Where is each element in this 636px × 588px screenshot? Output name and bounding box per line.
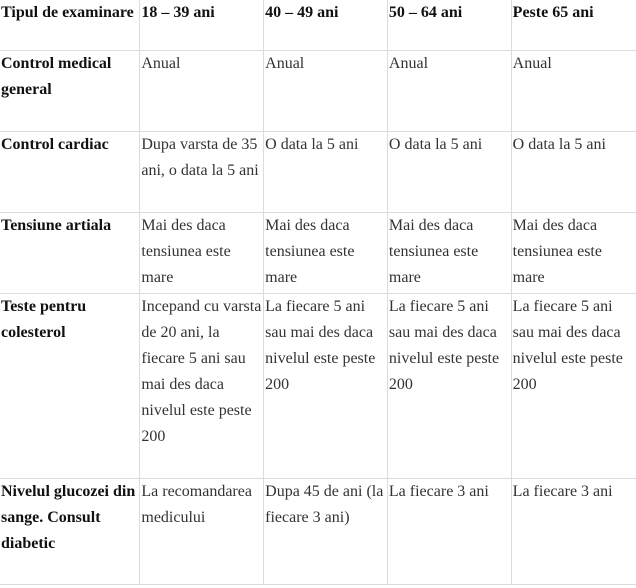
table-cell: Dupa varsta de 35 ani, o data la 5 ani bbox=[140, 132, 264, 213]
table-cell: Anual bbox=[140, 51, 264, 132]
header-exam-type: Tipul de examinare bbox=[0, 0, 140, 51]
table-cell: O data la 5 ani bbox=[264, 132, 388, 213]
header-row bbox=[0, 0, 636, 51]
table-cell: La fiecare 3 ani bbox=[387, 479, 511, 585]
table-cell: Anual bbox=[511, 51, 636, 132]
table-cell: O data la 5 ani bbox=[511, 132, 636, 213]
table-cell: La fiecare 3 ani bbox=[511, 479, 636, 585]
table-row bbox=[0, 479, 636, 585]
table-cell: Anual bbox=[387, 51, 511, 132]
header-age-18-39: 18 – 39 ani bbox=[140, 0, 264, 51]
table-cell: Mai des daca tensiunea este mare bbox=[264, 213, 388, 294]
table-row bbox=[0, 51, 636, 132]
table-row bbox=[0, 213, 636, 294]
row-label-cholesterol: Teste pentru colesterol bbox=[0, 294, 140, 479]
row-label-glucose: Nivelul glucozei din sange. Consult diabetic bbox=[0, 479, 140, 585]
table-cell: La recomandarea medicului bbox=[140, 479, 264, 585]
table-cell: O data la 5 ani bbox=[387, 132, 511, 213]
row-label-blood-pressure: Tensiune artiala bbox=[0, 213, 140, 294]
table-cell: Mai des daca tensiunea este mare bbox=[511, 213, 636, 294]
table-cell: Mai des daca tensiunea este mare bbox=[140, 213, 264, 294]
row-label-general-checkup: Control medical general bbox=[0, 51, 140, 132]
header-age-40-49: 40 – 49 ani bbox=[264, 0, 388, 51]
table-cell: Incepand cu varsta de 20 ani, la fiecare 5 ani sau mai des daca nivelul este peste 200 bbox=[140, 294, 264, 479]
table-row bbox=[0, 294, 636, 479]
table-cell: Dupa 45 de ani (la fiecare 3 ani) bbox=[264, 479, 388, 585]
table-cell: Mai des daca tensiunea este mare bbox=[387, 213, 511, 294]
table-cell: La fiecare 5 ani sau mai des daca nivelul este peste 200 bbox=[511, 294, 636, 479]
table-cell: La fiecare 5 ani sau mai des daca nivelul este peste 200 bbox=[264, 294, 388, 479]
row-label-cardiac-checkup: Control cardiac bbox=[0, 132, 140, 213]
header-age-65-plus: Peste 65 ani bbox=[511, 0, 636, 51]
table-row bbox=[0, 132, 636, 213]
table-cell: La fiecare 5 ani sau mai des daca nivelul este peste 200 bbox=[387, 294, 511, 479]
header-age-50-64: 50 – 64 ani bbox=[387, 0, 511, 51]
table-cell: Anual bbox=[264, 51, 388, 132]
